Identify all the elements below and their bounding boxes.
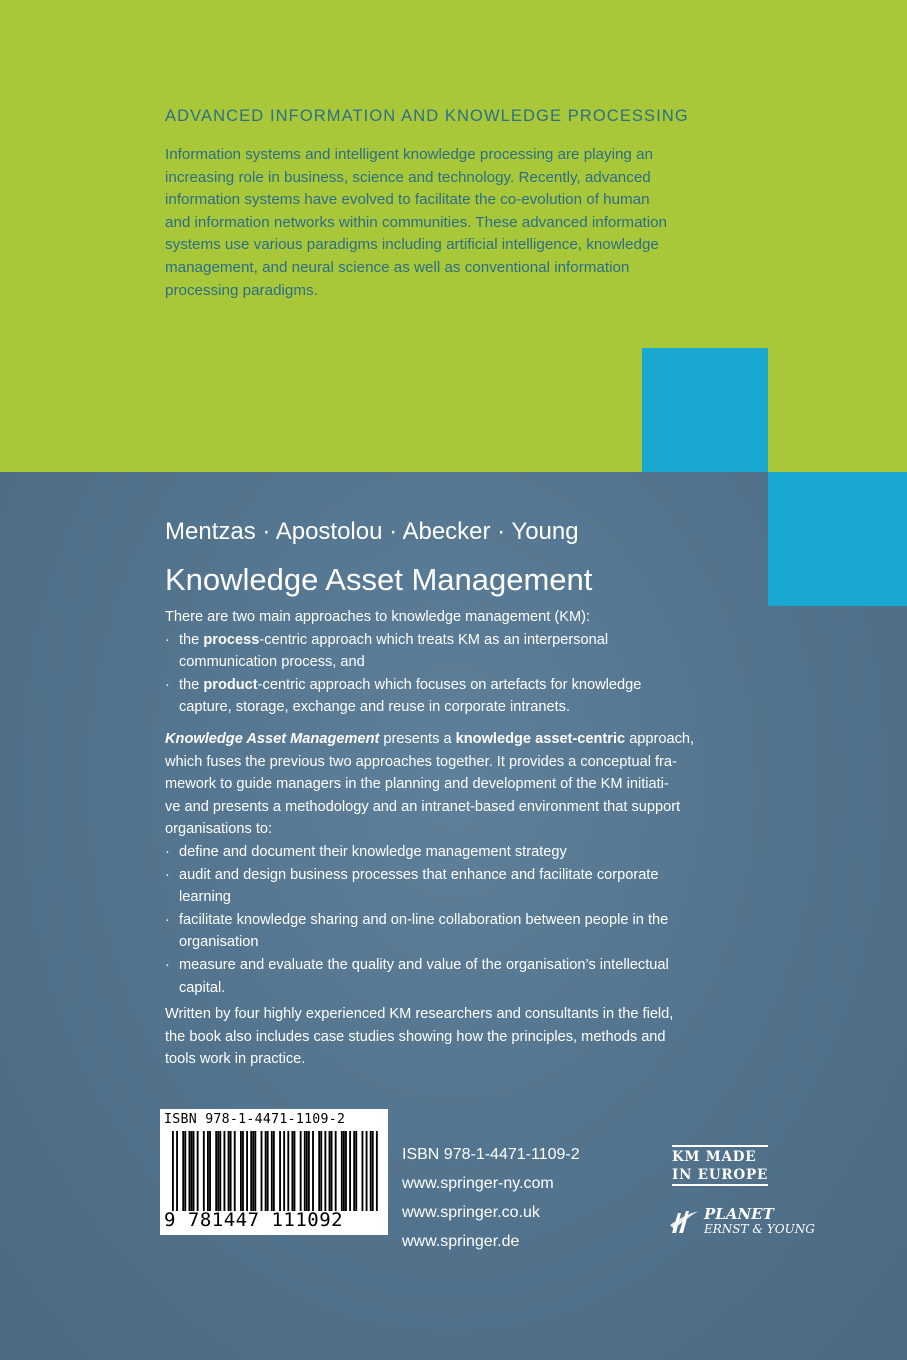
cyan-square-bottom xyxy=(768,472,907,606)
approach-text: communication process, and xyxy=(179,654,365,671)
barcode-bar xyxy=(318,1131,320,1211)
barcode-bar xyxy=(184,1131,186,1211)
km-made-in-europe-logo xyxy=(672,1145,768,1185)
objective-bullet xyxy=(165,864,705,909)
planet-swoosh-icon xyxy=(668,1207,700,1237)
barcode-bar xyxy=(283,1131,285,1211)
barcode-bar xyxy=(188,1131,190,1211)
barcode-bars-icon xyxy=(172,1131,378,1211)
barcode-bar xyxy=(366,1131,368,1211)
barcode-digits: 9 781447 111092 xyxy=(164,1209,344,1231)
barcode-bar xyxy=(331,1131,333,1211)
cyan-square-top xyxy=(642,348,768,472)
barcode-bar xyxy=(306,1131,308,1211)
barcode-bar xyxy=(197,1131,199,1211)
barcode-bar xyxy=(324,1131,326,1211)
barcode-bar xyxy=(234,1131,236,1211)
barcode-isbn-label: ISBN 978-1-4471-1109-2 xyxy=(164,1112,346,1127)
title-italic: Knowledge Asset Management xyxy=(165,731,380,747)
approach-text: -centric approach which focuses on artefacts for knowledge xyxy=(257,676,642,693)
closing-line: tools work in practice. xyxy=(165,1051,306,1068)
bullet-text: organisation xyxy=(179,934,259,951)
barcode-bar xyxy=(209,1131,211,1211)
barcode-bar xyxy=(335,1131,337,1211)
barcode-bar xyxy=(370,1131,372,1211)
barcode-bar xyxy=(242,1131,244,1211)
barcode-bar xyxy=(287,1131,289,1211)
bullet-dot-icon: · xyxy=(165,843,170,860)
series-description-line: processing paradigms. xyxy=(165,281,318,299)
barcode-bar xyxy=(250,1131,252,1211)
publisher-url[interactable]: www.springer.co.uk xyxy=(402,1204,540,1221)
barcode-bar xyxy=(230,1131,232,1211)
para-line: mework to guide managers in the planning and development of the KM initiati- xyxy=(165,776,669,793)
planet-logo xyxy=(668,1205,818,1241)
barcode-bar xyxy=(193,1131,195,1211)
barcode-bar xyxy=(349,1131,351,1211)
objective-bullet xyxy=(165,841,705,864)
para-line: which fuses the previous two approaches together. It provides a conceptual fra- xyxy=(165,753,677,770)
series-description-line: and information networks within communities. These advanced information xyxy=(165,213,668,231)
approach-text: the xyxy=(179,676,204,693)
barcode-bar xyxy=(343,1131,345,1211)
barcode-bar xyxy=(182,1131,184,1211)
barcode-bar xyxy=(267,1131,269,1211)
barcode-bar xyxy=(312,1131,314,1211)
barcode-bar xyxy=(254,1131,256,1211)
series-description-line: information systems have evolved to facilitate the co-evolution of human xyxy=(165,191,650,209)
barcode-bar xyxy=(320,1131,322,1211)
planet-logo-line: PLANET xyxy=(704,1205,774,1223)
barcode-bar xyxy=(261,1131,263,1211)
barcode-bar xyxy=(172,1131,174,1211)
barcode-bar xyxy=(308,1131,310,1211)
objective-bullet xyxy=(165,909,705,954)
approach-bullet-process xyxy=(165,629,705,674)
km-logo-line: IN EUROPE xyxy=(672,1166,768,1186)
bullet-dot-icon: · xyxy=(165,911,170,928)
series-description-line: management, and neural science as well as conventional information xyxy=(165,258,630,276)
barcode-bar xyxy=(279,1131,281,1211)
closing-block xyxy=(165,1003,705,1071)
closing-line: Written by four highly experienced KM researchers and consultants in the field, xyxy=(165,1006,674,1022)
bullet-text: measure and evaluate the quality and value of the organisation’s intellectual xyxy=(179,956,669,973)
approach-text: the xyxy=(179,631,204,648)
objective-bullet xyxy=(165,954,705,999)
planet-logo-line: ERNST & YOUNG xyxy=(704,1222,815,1236)
series-description-line: systems use various paradigms including artificial intelligence, knowledge xyxy=(165,236,659,254)
barcode-bar xyxy=(355,1131,357,1211)
bullet-dot-icon: · xyxy=(165,676,170,693)
barcode-bar xyxy=(240,1131,242,1211)
barcode-bar xyxy=(271,1131,273,1211)
barcode-bar xyxy=(203,1131,205,1211)
barcode-bar xyxy=(176,1131,178,1211)
barcode-bar xyxy=(372,1131,374,1211)
barcode-bar xyxy=(362,1131,364,1211)
barcode-bar xyxy=(304,1131,306,1211)
para-text: approach, xyxy=(625,731,695,747)
barcode-bar xyxy=(252,1131,254,1211)
barcode-bar xyxy=(329,1131,331,1211)
book-title: Knowledge Asset Management xyxy=(165,562,593,597)
publisher-isbn: ISBN 978-1-4471-1109-2 xyxy=(402,1146,580,1163)
approach-text: capture, storage, exchange and reuse in corporate intranets. xyxy=(179,699,571,716)
bullet-dot-icon: · xyxy=(165,866,170,883)
publisher-url[interactable]: www.springer.de xyxy=(402,1233,520,1250)
para-line: ve and presents a methodology and an intranet-based environment that support xyxy=(165,798,681,815)
series-description xyxy=(165,144,695,302)
barcode-bar xyxy=(273,1131,275,1211)
closing-line: the book also includes case studies showing how the principles, methods and xyxy=(165,1028,666,1045)
approaches-block xyxy=(165,606,705,719)
bullet-dot-icon: · xyxy=(165,956,170,973)
barcode-bar xyxy=(294,1131,296,1211)
para-text: presents a xyxy=(379,731,456,747)
barcode-bar xyxy=(345,1131,347,1211)
barcode-bar xyxy=(265,1131,267,1211)
km-logo-line: KM MADE xyxy=(672,1145,768,1166)
bullet-text: audit and design business processes that enhance and facilitate corporate xyxy=(179,866,659,883)
barcode-bar xyxy=(376,1131,378,1211)
barcode-bar xyxy=(291,1131,293,1211)
approach-bold: process xyxy=(203,631,260,648)
barcode-bar xyxy=(228,1131,230,1211)
barcode-bar xyxy=(215,1131,217,1211)
barcode-bar xyxy=(341,1131,343,1211)
approach-text: -centric approach which treats KM as an interpersonal xyxy=(259,631,609,648)
approach-bullet-product xyxy=(165,674,705,719)
barcode-bar xyxy=(191,1131,193,1211)
barcode xyxy=(160,1109,388,1235)
description-block xyxy=(165,728,705,999)
barcode-bar xyxy=(224,1131,226,1211)
para-bold: knowledge asset-centric xyxy=(455,731,626,747)
para-line: organisations to: xyxy=(165,821,273,838)
publisher-info xyxy=(402,1140,580,1256)
bullet-text: learning xyxy=(179,889,231,906)
barcode-bar xyxy=(300,1131,302,1211)
publisher-url[interactable]: www.springer-ny.com xyxy=(402,1175,554,1192)
bullet-dot-icon: · xyxy=(165,631,170,648)
series-name: ADVANCED INFORMATION AND KNOWLEDGE PROCESSING xyxy=(165,107,689,125)
barcode-bar xyxy=(219,1131,221,1211)
barcode-bar xyxy=(246,1131,248,1211)
book-authors: Mentzas · Apostolou · Abecker · Young xyxy=(165,518,579,545)
bullet-text: capital. xyxy=(179,979,226,996)
approach-bold: product xyxy=(203,676,258,693)
bullet-text: facilitate knowledge sharing and on-line collaboration between people in the xyxy=(179,911,669,928)
approaches-intro: There are two main approaches to knowledge management (KM): xyxy=(165,609,591,625)
bullet-text: define and document their knowledge management strategy xyxy=(179,843,567,860)
series-description-line: increasing role in business, science and technology. Recently, advanced xyxy=(165,168,651,186)
series-description-line: Information systems and intelligent knowledge processing are playing an xyxy=(165,146,653,163)
barcode-bar xyxy=(353,1131,355,1211)
barcode-bar xyxy=(217,1131,219,1211)
barcode-bar xyxy=(207,1131,209,1211)
